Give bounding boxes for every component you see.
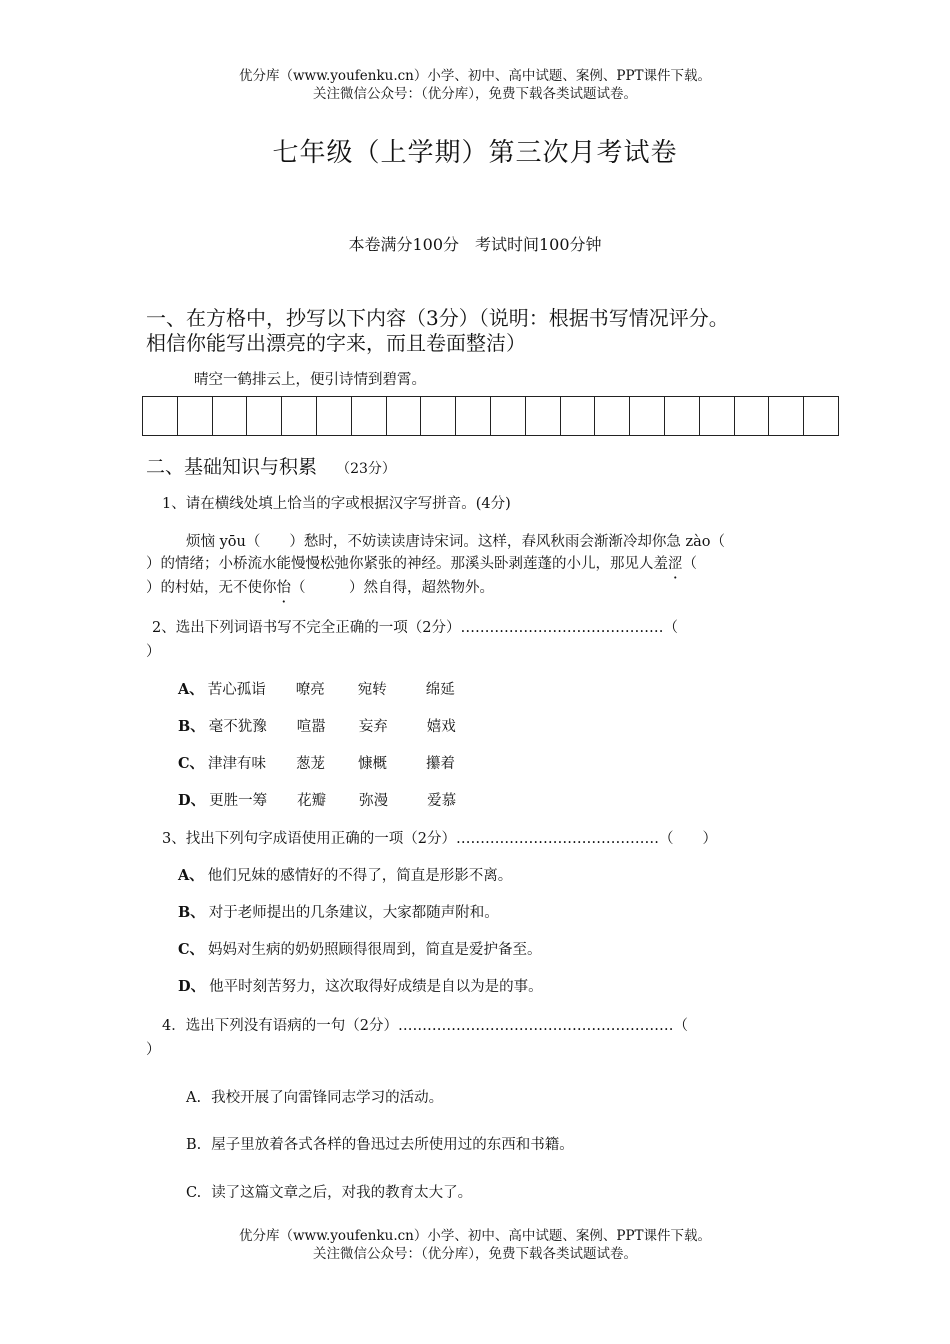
option-text: 他平时刻苦努力，这次取得好成绩是自以为是的事。 [209, 979, 543, 995]
grid-cell[interactable] [317, 397, 352, 435]
option-label: C、 [178, 755, 205, 772]
option-label: C. [186, 1185, 202, 1201]
option-text: 我校开展了向雷锋同志学习的活动。 [211, 1090, 444, 1106]
word: 爱慕 [427, 793, 457, 809]
grid-cell[interactable] [769, 397, 804, 435]
word: 毫不犹豫 [208, 719, 267, 735]
word: 慷概 [358, 756, 388, 772]
section-1-heading-line-2: 相信你能写出漂亮的字来，而且卷面整洁） [146, 331, 526, 355]
q1-emph-char: 怡 [276, 580, 291, 596]
section-2-heading [146, 452, 396, 479]
option-text: 对于老师提出的几条建议，大家都随声附和。 [208, 905, 499, 921]
word: 绵延 [425, 682, 455, 698]
grid-cell[interactable] [421, 397, 456, 435]
q4-stem: 4．选出下列没有语病的一句（2分）…………………………………………………（ [162, 1018, 688, 1034]
word: 葱茏 [296, 756, 326, 772]
word: 攥着 [426, 756, 456, 772]
q4-paren-close: ） [146, 1042, 161, 1058]
grid-cell[interactable] [665, 397, 700, 435]
q2-paren-close: ） [146, 644, 161, 660]
page-title: 七年级（上学期）第三次月考试卷 [272, 138, 678, 168]
grid-cell[interactable] [352, 397, 387, 435]
grid-cell[interactable] [804, 397, 839, 435]
exam-info: 本卷满分100分 考试时间100分钟 [348, 235, 602, 254]
q1-line-3-b: （ ）然自得，超然物外。 [291, 580, 494, 596]
section-1-heading-line-1: 一、在方格中，抄写以下内容（3分）（说明：根据书写情况评分。 [146, 306, 729, 330]
word: 苦心孤诣 [207, 682, 266, 698]
option-label: A、 [178, 681, 204, 698]
word: 嘹亮 [295, 682, 325, 698]
grid-cell[interactable] [213, 397, 248, 435]
grid-cell[interactable] [526, 397, 561, 435]
option-label: C、 [178, 941, 205, 958]
grid-cell[interactable] [700, 397, 735, 435]
q1-line-2-b: （ [682, 556, 697, 572]
grid-cell[interactable] [178, 397, 213, 435]
q4-option-a[interactable] [186, 1086, 443, 1107]
q2-stem: 2、选出下列词语书写不完全正确的一项（2分）……………………………………（ [152, 620, 678, 636]
footer-line-1: 优分库（www.youfenku.cn）小学、初中、高中试题、案例、PPT课件下载。 [238, 1228, 712, 1244]
word: 嬉戏 [426, 719, 456, 735]
header-line-1: 优分库（www.youfenku.cn）小学、初中、高中试题、案例、PPT课件下载。 [238, 68, 712, 84]
q1-line-3-a: ）的村姑，无不使你 [146, 580, 277, 596]
copy-text: 晴空一鹤排云上，便引诗情到碧霄。 [194, 372, 426, 388]
footer-line-2: 关注微信公众号：（优分库），免费下载各类试题试卷。 [313, 1246, 637, 1262]
option-label: B、 [178, 718, 205, 735]
q2-option-a[interactable] [178, 678, 455, 699]
option-text: 读了这篇文章之后，对我的教育太大了。 [211, 1185, 473, 1201]
grid-cell[interactable] [595, 397, 630, 435]
q3-stem: 3、找出下列句字成语使用正确的一项（2分）……………………………………（ ） [162, 831, 717, 847]
q3-option-a[interactable] [178, 864, 512, 885]
q4-option-c[interactable] [186, 1181, 472, 1202]
grid-cell[interactable] [387, 397, 422, 435]
grid-cell[interactable] [735, 397, 770, 435]
option-label: A、 [178, 867, 204, 884]
q2-option-c[interactable] [178, 752, 455, 773]
word: 喧嚣 [296, 719, 326, 735]
word: 花瓣 [297, 793, 327, 809]
grid-cell[interactable] [282, 397, 317, 435]
word: 妄弃 [358, 719, 388, 735]
word: 津津有味 [208, 756, 267, 772]
word: 宛转 [357, 682, 387, 698]
q2-option-d[interactable] [178, 789, 456, 810]
q1-line-3 [146, 576, 494, 597]
grid-cell[interactable] [491, 397, 526, 435]
q3-option-d[interactable] [178, 975, 543, 996]
q1-line-2-a: ）的情绪；小桥流水能慢慢松弛你紧张的神经。那溪头卧剥莲蓬的小儿，那见人羞 [146, 556, 668, 572]
option-text: 屋子里放着各式各样的鲁迅过去所使用过的东西和书籍。 [211, 1137, 574, 1153]
word: 更胜一筹 [209, 793, 268, 809]
q1-line-2 [146, 552, 697, 573]
q1-stem: 1、请在横线处填上恰当的字或根据汉字写拼音。(4分) [162, 496, 511, 512]
q1-emph-char: 涩 [668, 556, 683, 572]
option-text: 妈妈对生病的奶奶照顾得很周到，简直是爱护备至。 [208, 942, 542, 958]
option-label: A. [186, 1090, 202, 1106]
writing-grid[interactable] [142, 396, 839, 436]
option-label: D、 [178, 792, 206, 809]
q1-line-1: 烦恼 yōu（ ）愁时，不妨读读唐诗宋词。这样，春风秋雨会渐渐冷却你急 zào（ [186, 534, 725, 550]
grid-cell[interactable] [143, 397, 178, 435]
q3-option-b[interactable] [178, 901, 499, 922]
option-text: 他们兄妹的感情好的不得了，简直是形影不离。 [207, 868, 513, 884]
header-line-2: 关注微信公众号：（优分库），免费下载各类试题试卷。 [313, 86, 637, 102]
section-2-title: 二、基础知识与积累 [146, 456, 318, 478]
section-2-score: （23分） [336, 461, 396, 477]
grid-cell[interactable] [561, 397, 596, 435]
word: 弥漫 [359, 793, 389, 809]
grid-cell[interactable] [247, 397, 282, 435]
option-label: D、 [178, 978, 206, 995]
q4-option-b[interactable] [186, 1133, 574, 1154]
option-label: B、 [178, 904, 205, 921]
grid-cell[interactable] [456, 397, 491, 435]
q2-option-b[interactable] [178, 715, 456, 736]
option-label: B. [186, 1137, 202, 1153]
grid-cell[interactable] [630, 397, 665, 435]
q3-option-c[interactable] [178, 938, 542, 959]
